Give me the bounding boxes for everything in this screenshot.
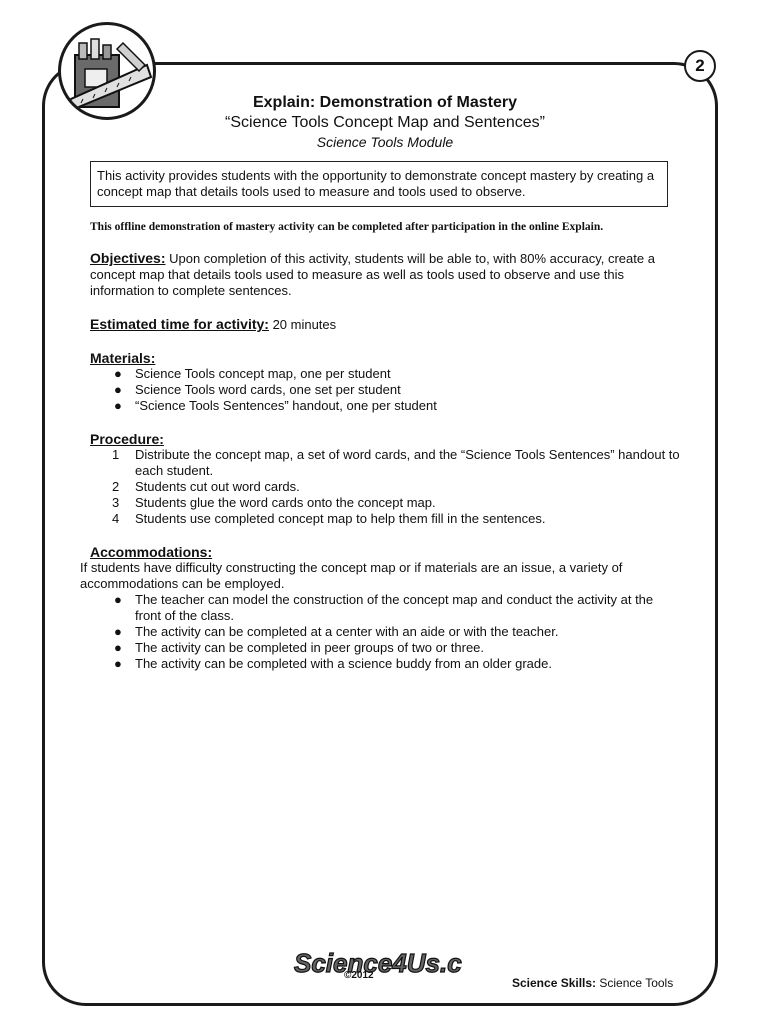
estimated-time-section [90,316,680,333]
bullet-icon: ● [114,398,122,413]
step-number: 1 [112,447,120,462]
estimated-time-value: 20 minutes [272,317,337,332]
step-number: 4 [112,511,120,526]
intro-box: This activity provides students with the opportunity to demonstrate concept mastery by creating a concept map that details tools used to measure and tools used to observe. [90,161,668,207]
list-item: 1 Distribute the concept map, a set of word cards, and the “Science Tools Sentences” handout to each student. [112,447,680,478]
step-number: 2 [112,479,120,494]
step-number: 3 [112,495,120,510]
list-item: 4 Students use completed concept map to help them fill in the sentences. [112,511,546,526]
procedure-list [90,447,680,527]
list-item: 2 Students cut out word cards. [112,479,300,494]
bullet-icon: ● [114,382,122,397]
page-title: Explain: Demonstration of Mastery [252,94,518,111]
list-item: ● The teacher can model the construction of the concept map and conduct the activity at the front of the class. [114,592,654,623]
science4us-logo [292,944,462,984]
list-item: ● “Science Tools Sentences” handout, one per student [114,398,437,413]
copyright: ©2012 [344,970,374,981]
procedure-heading: Procedure: [90,431,164,447]
list-item: ● Science Tools concept map, one per student [114,366,391,381]
bullet-icon: ● [114,624,122,639]
offline-note: This offline demonstration of mastery activity can be completed after participation in the online Explain. [90,221,604,233]
materials-list [90,366,680,414]
materials-section [90,350,680,414]
materials-heading: Materials: [90,350,156,366]
list-item: ● The activity can be completed with a science buddy from an older grade. [114,656,552,671]
module-name: Science Tools Module [316,134,454,150]
main-content [80,94,680,672]
accommodations-heading: Accommodations: [90,544,213,560]
objectives-section [90,250,680,299]
objectives-heading: Objectives: [90,250,166,266]
bullet-icon: ● [114,656,122,671]
objectives-text: Upon completion of this activity, students will be able to, with 80% accuracy, create a concept map that details tools used to measure as well as tools used to observe and use this information to complete sentences. [90,251,655,298]
list-item: 3 Students glue the word cards onto the concept map. [112,495,436,510]
bullet-icon: ● [114,366,122,381]
series-topic: Science Tools [599,976,674,990]
logo-text: Science4Us.c [294,948,462,978]
page-number: 2 [684,50,716,82]
list-item: ● The activity can be completed in peer groups of two or three. [114,640,485,655]
accommodations-section [80,544,680,672]
list-item: ● Science Tools word cards, one set per student [114,382,401,397]
bullet-icon: ● [114,592,122,607]
accommodations-list [90,592,680,672]
list-item: ● The activity can be completed at a center with an aide or with the teacher. [114,624,559,639]
procedure-section [90,431,680,527]
series-label: Science Skills: [512,976,597,990]
page-subtitle: “Science Tools Concept Map and Sentences” [225,114,545,131]
bullet-icon: ● [114,640,122,655]
estimated-time-heading: Estimated time for activity: [90,316,269,332]
footer-series [512,976,673,990]
accommodations-intro: If students have difficulty constructing the concept map or if materials are an issue, a variety of accommodations can be employed. [80,560,623,591]
